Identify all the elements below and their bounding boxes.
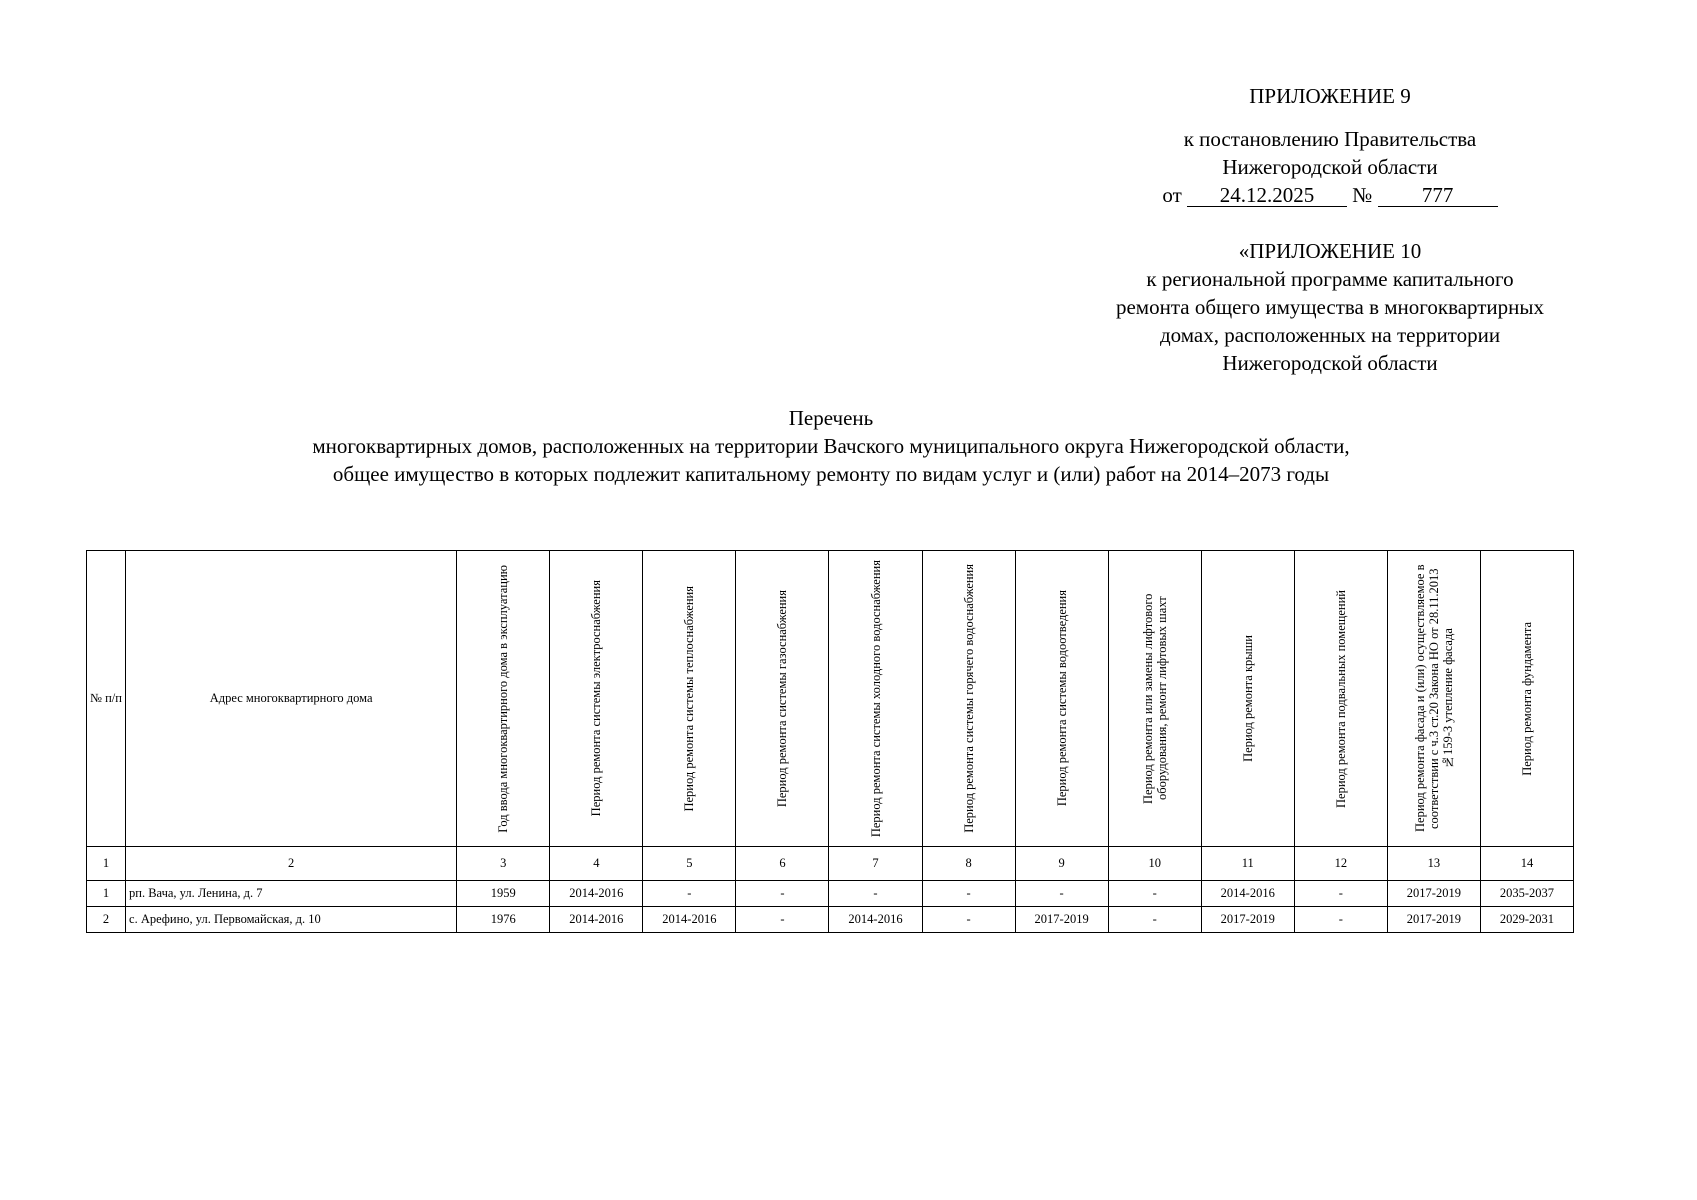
table-cell: 2014-2016 [550, 881, 643, 907]
table-cell: - [922, 907, 1015, 933]
table-cell: - [1294, 881, 1387, 907]
table-cell: - [1015, 881, 1108, 907]
table-cell: - [736, 907, 829, 933]
column-header [457, 551, 550, 847]
table-header-row [87, 551, 1574, 847]
decree-date: 24.12.2025 [1187, 184, 1347, 207]
column-header-label: Период ремонта системы горячего водоснабжения [961, 564, 976, 833]
appendix-10-line-1: к региональной программе капитального [1146, 267, 1514, 291]
column-number: 12 [1294, 847, 1387, 881]
column-header [550, 551, 643, 847]
column-header-label: Период ремонта крыши [1240, 635, 1255, 762]
decree-line-2: Нижегородской области [1222, 155, 1438, 179]
table-cell: 2035-2037 [1480, 881, 1573, 907]
column-header-label: Год ввода многоквартирного дома в эксплуатацию [496, 564, 511, 833]
table-cell: 2014-2016 [1201, 881, 1294, 907]
table-cell: 2014-2016 [550, 907, 643, 933]
column-header-label: Период ремонта системы холодного водоснабжения [868, 559, 883, 838]
column-number: 6 [736, 847, 829, 881]
column-header-label: Период ремонта подвальных помещений [1333, 589, 1348, 808]
table-cell: 2029-2031 [1480, 907, 1573, 933]
column-header [1294, 551, 1387, 847]
column-number: 13 [1387, 847, 1480, 881]
decree-reference [1010, 125, 1650, 209]
column-header-label: Период ремонта или замены лифтового оборудования, ремонт лифтовых шахт [1140, 593, 1169, 804]
column-header [1015, 551, 1108, 847]
list-title-line-2: многоквартирных домов, расположенных на территории Вачского муниципального округа Нижегородской области, [312, 434, 1350, 458]
column-header-label: Период ремонта системы теплоснабжения [682, 585, 697, 812]
table-cell: 1959 [457, 881, 550, 907]
column-number: 14 [1480, 847, 1573, 881]
table-cell: 2017-2019 [1201, 907, 1294, 933]
column-header [87, 551, 126, 847]
table-cell: - [922, 881, 1015, 907]
column-header [829, 551, 922, 847]
list-title-line-3: общее имущество в которых подлежит капитальному ремонту по видам услуг и (или) работ на 2014–2073 годы [332, 462, 1330, 486]
column-header [1387, 551, 1480, 847]
table-cell: 2014-2016 [829, 907, 922, 933]
column-header [126, 551, 457, 847]
column-number-row [87, 847, 1574, 881]
column-header-label: Период ремонта фундамента [1519, 621, 1534, 776]
table-cell: 1 [87, 881, 126, 907]
table-cell: - [829, 881, 922, 907]
column-header [922, 551, 1015, 847]
column-header-label: Адрес многоквартирного дома [209, 691, 373, 705]
column-number: 9 [1015, 847, 1108, 881]
appendix-10-line-4: Нижегородской области [1222, 351, 1438, 375]
list-title [0, 404, 1662, 488]
column-header [1480, 551, 1573, 847]
table-row [87, 881, 1574, 907]
appendix-10-line-3: домах, расположенных на территории [1159, 323, 1501, 347]
column-number: 10 [1108, 847, 1201, 881]
table-cell: - [1294, 907, 1387, 933]
houses-table [86, 550, 1574, 933]
address-cell: рп. Вача, ул. Ленина, д. 7 [126, 881, 457, 907]
column-header [643, 551, 736, 847]
table-cell: 1976 [457, 907, 550, 933]
address-cell: с. Арефино, ул. Первомайская, д. 10 [126, 907, 457, 933]
table-row [87, 907, 1574, 933]
appendix-10-title: «ПРИЛОЖЕНИЕ 10 [1238, 239, 1422, 263]
column-number: 1 [87, 847, 126, 881]
table-cell: 2017-2019 [1015, 907, 1108, 933]
table-cell: 2 [87, 907, 126, 933]
column-header-label: Период ремонта фасада и (или) осуществляемое в соответствии с ч.3 ст.20 Закона НО от 28.11.2013 №159-З утепление фасада [1412, 564, 1455, 833]
table-cell: - [1108, 881, 1201, 907]
date-prefix: от [1162, 183, 1182, 207]
column-header-label: Период ремонта системы газоснабжения [775, 589, 790, 808]
column-header-label: Период ремонта системы водоотведения [1054, 590, 1069, 807]
table-cell: 2014-2016 [643, 907, 736, 933]
appendix-10-block [1030, 237, 1630, 377]
table-cell: - [643, 881, 736, 907]
appendix-9-heading: ПРИЛОЖЕНИЕ 9 [1249, 84, 1411, 108]
column-header [1108, 551, 1201, 847]
table-cell: 2017-2019 [1387, 881, 1480, 907]
column-number: 5 [643, 847, 736, 881]
column-header-label: № п/п [90, 691, 122, 705]
table-cell: - [736, 881, 829, 907]
column-number: 2 [126, 847, 457, 881]
appendix-10-line-2: ремонта общего имущества в многоквартирных [1115, 295, 1545, 319]
decree-number: 777 [1378, 184, 1498, 207]
table-cell: - [1108, 907, 1201, 933]
number-prefix: № [1352, 183, 1373, 207]
decree-date-line [1010, 181, 1650, 209]
column-number: 7 [829, 847, 922, 881]
table-cell: 2017-2019 [1387, 907, 1480, 933]
column-number: 4 [550, 847, 643, 881]
column-header-label: Период ремонта системы электроснабжения [589, 580, 604, 817]
column-number: 8 [922, 847, 1015, 881]
column-header [1201, 551, 1294, 847]
list-title-line-1: Перечень [788, 406, 874, 430]
column-number: 3 [457, 847, 550, 881]
column-number: 11 [1201, 847, 1294, 881]
column-header [736, 551, 829, 847]
decree-line-1: к постановлению Правительства [1183, 127, 1477, 151]
